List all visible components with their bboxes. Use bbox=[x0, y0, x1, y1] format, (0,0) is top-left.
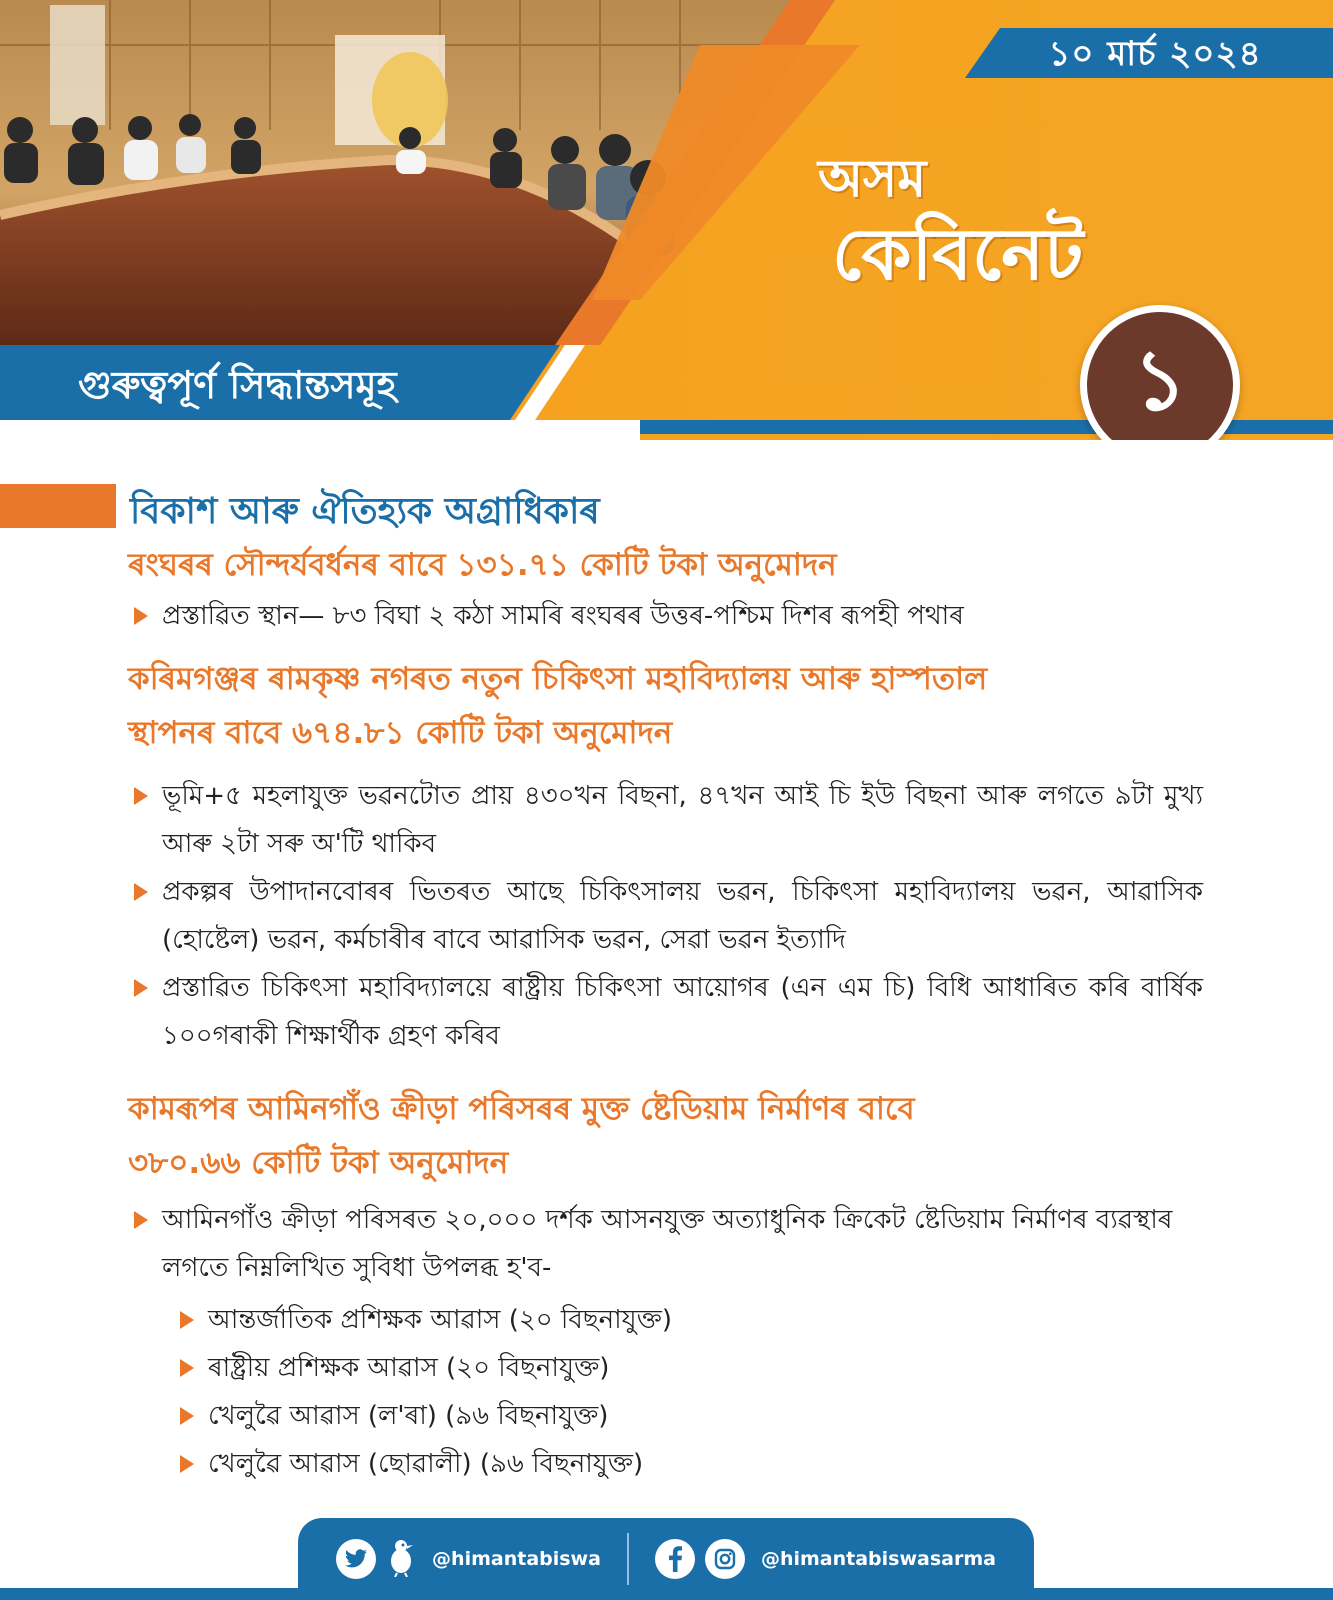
item3-heading-line2: ৩৮০.৬৬ কোটি টকা অনুমোদন bbox=[128, 1145, 509, 1181]
item1-heading: ৰংঘৰৰ সৌন্দৰ্যবৰ্ধনৰ বাবে ১৩১.৭১ কোটি টকা অনুমোদন bbox=[128, 547, 837, 583]
sub-list-item: আন্তৰ্জাতিক প্ৰশিক্ষক আৱাস (২০ বিছনাযুক্ত) bbox=[180, 1296, 1203, 1344]
bullet-triangle-icon bbox=[180, 1455, 194, 1473]
bullet-triangle-icon bbox=[134, 607, 148, 625]
instagram-icon[interactable] bbox=[705, 1539, 745, 1579]
list-item: আমিনগাঁও ক্ৰীড়া পৰিসৰত ২০,০০০ দৰ্শক আসনযুক্ত অত্যাধুনিক ক্ৰিকেট ষ্টেডিয়াম নিৰ্মাণৰ ব্যৱস্থাৰ লগতে নিম্নলিখিত সুবিধা উপলব্ধ হ'ব- bbox=[134, 1196, 1203, 1292]
bullet-triangle-icon bbox=[134, 1211, 148, 1229]
list-item: ভূমি+৫ মহলাযুক্ত ভৱনটোত প্ৰায় ৪৩০খন বিছনা, ৪৭খন আই চি ইউ বিছনা আৰু লগতে ৯টা মুখ্য আৰু ২টা সৰু অ'টি থাকিব bbox=[134, 772, 1203, 868]
header-banner bbox=[0, 0, 1333, 440]
sub-list-item: খেলুৱৈ আৱাস (ল'ৰা) (৯৬ বিছনাযুক্ত) bbox=[180, 1392, 1203, 1440]
handle-twitter-koo[interactable]: @himantabiswa bbox=[432, 1548, 601, 1570]
bullet-triangle-icon bbox=[180, 1311, 194, 1329]
social-group-2[interactable] bbox=[629, 1539, 1022, 1579]
list-item: প্ৰকল্পৰ উপাদানবোৰৰ ভিতৰত আছে চিকিৎসালয় ভৱন, চিকিৎসা মহাবিদ্যালয় ভৱন, আৱাসিক (হোষ্টেল) ভৱন, কৰ্মচাৰীৰ বাবে আৱাসিক ভৱন, সেৱা ভৱন ইত্যাদি bbox=[134, 868, 1203, 964]
item3-heading-line1: কামৰূপৰ আমিনগাঁও ক্ৰীড়া পৰিসৰৰ মুক্ত ষ্টেডিয়াম নিৰ্মাণৰ বাবে bbox=[128, 1091, 915, 1127]
sub-list-item: ৰাষ্ট্ৰীয় প্ৰশিক্ষক আৱাস (২০ বিছনাযুক্ত) bbox=[180, 1344, 1203, 1392]
section-heading: বিকাশ আৰু ঐতিহ্যক অগ্ৰাধিকাৰ bbox=[130, 491, 600, 532]
social-group-1[interactable] bbox=[310, 1537, 627, 1581]
list-item: প্ৰস্তাৱিত স্থান— ৮৩ বিঘা ২ কঠা সামৰি ৰংঘৰৰ উত্তৰ-পশ্চিম দিশৰ ৰূপহী পথাৰ bbox=[134, 592, 1203, 640]
title-state: অসম bbox=[818, 149, 927, 209]
page-number-badge: ১ bbox=[1080, 305, 1240, 440]
item2-heading-line1: কৰিমগঞ্জৰ ৰামকৃষ্ণ নগৰত নতুন চিকিৎসা মহাবিদ্যালয় আৰু হাস্পতাল bbox=[128, 661, 988, 697]
bullet-triangle-icon bbox=[134, 787, 148, 805]
koo-icon[interactable] bbox=[386, 1537, 416, 1581]
twitter-icon[interactable] bbox=[336, 1539, 376, 1579]
social-footer bbox=[298, 1518, 1034, 1600]
handle-facebook-instagram[interactable]: @himantabiswasarma bbox=[760, 1548, 996, 1570]
date-label: ১০ মাৰ্চ ২০২৪ bbox=[1048, 34, 1262, 74]
title-cabinet: কেবিনেট bbox=[832, 212, 1084, 296]
subtitle-important-decisions: গুৰুত্বপূৰ্ণ সিদ্ধান্তসমূহ bbox=[78, 363, 397, 407]
item2-heading-line2: স্থাপনৰ বাবে ৬৭৪.৮১ কোটি টকা অনুমোদন bbox=[128, 715, 673, 751]
facebook-icon[interactable] bbox=[655, 1539, 695, 1579]
bullet-triangle-icon bbox=[180, 1359, 194, 1377]
bullet-triangle-icon bbox=[134, 883, 148, 901]
bullet-triangle-icon bbox=[134, 979, 148, 997]
list-item: প্ৰস্তাৱিত চিকিৎসা মহাবিদ্যালয়ে ৰাষ্ট্ৰীয় চিকিৎসা আয়োগৰ (এন এম চি) বিধি আধাৰিত কৰি বাৰ্ষিক ১০০গৰাকী শিক্ষাৰ্থীক গ্ৰহণ কৰিব bbox=[134, 964, 1203, 1060]
section-accent-bar bbox=[0, 484, 116, 528]
sub-list-item: খেলুৱৈ আৱাস (ছোৱালী) (৯৬ বিছনাযুক্ত) bbox=[180, 1440, 1203, 1488]
bullet-triangle-icon bbox=[180, 1407, 194, 1425]
